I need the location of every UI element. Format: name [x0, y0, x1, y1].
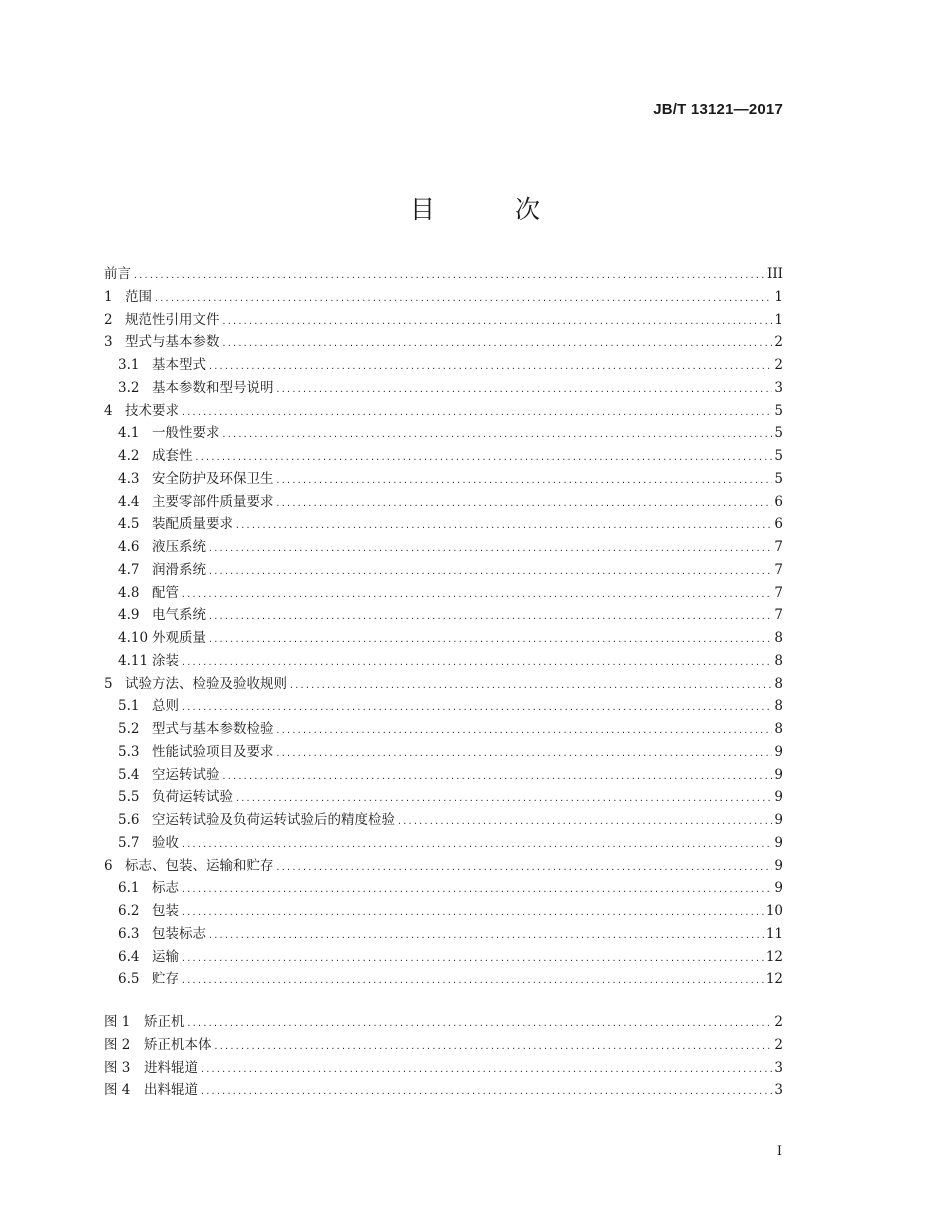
- toc-entry-number: 5.1: [118, 698, 140, 715]
- toc-entry-page: 7: [774, 561, 783, 578]
- toc-entry-number: 5.5: [118, 789, 140, 806]
- toc-entry-page: 2: [774, 1014, 783, 1030]
- toc-entry-page: 12: [765, 971, 783, 988]
- toc-entry-number: 4.5: [118, 516, 140, 533]
- toc-entry-title: 润滑系统: [152, 561, 206, 578]
- dot-leader: [195, 447, 773, 470]
- toc-entry-number: 5.2: [118, 721, 140, 737]
- toc-entry-title: 安全防护及环保卫生: [152, 470, 274, 487]
- toc-entry-page: 2: [774, 334, 783, 351]
- toc-entry-number: 1: [104, 288, 113, 305]
- toc-entry-page: 11: [765, 925, 783, 942]
- toc-entry-number: 图 4: [104, 1082, 131, 1099]
- toc-entry-title: 技术要求: [125, 402, 179, 419]
- toc-entry-page: 9: [774, 857, 783, 874]
- toc-entry-page: 5: [774, 425, 783, 442]
- toc-entry-page: III: [767, 266, 783, 282]
- toc-entry-number: 5.4: [118, 766, 140, 783]
- toc-entry[interactable]: [104, 491, 783, 514]
- toc-entry[interactable]: [104, 741, 783, 764]
- dot-leader: [208, 925, 764, 948]
- toc-entry[interactable]: [104, 263, 783, 286]
- toc-entry-title: 空运转试验: [152, 766, 220, 783]
- dot-leader: [181, 970, 764, 993]
- toc-entry-number: 5.3: [118, 743, 140, 760]
- toc-entry-number: 6.2: [118, 903, 140, 919]
- dot-leader: [222, 333, 773, 356]
- dot-leader: [181, 834, 772, 857]
- toc-entry-title: 性能试验项目及要求: [152, 743, 274, 760]
- toc-entry-number: 4.4: [118, 493, 140, 510]
- dot-leader: [276, 493, 773, 516]
- toc-entry-page: 9: [774, 743, 783, 760]
- dot-leader: [181, 948, 764, 971]
- dot-leader: [133, 265, 765, 288]
- dot-leader: [289, 675, 772, 698]
- standard-code: JB/T 13121—2017: [653, 101, 783, 118]
- toc-entry-number: 4.3: [118, 470, 140, 487]
- toc-entry[interactable]: [104, 309, 783, 332]
- toc-entry-title: 空运转试验及负荷运转试验后的精度检验: [152, 812, 395, 828]
- toc-entry-number: 图 2: [104, 1036, 131, 1053]
- toc-entry-title: 型式与基本参数: [125, 334, 220, 351]
- toc-entry-page: 1: [774, 311, 783, 328]
- toc-entry-title: 电气系统: [152, 607, 206, 624]
- toc-entry-title: 基本型式: [152, 357, 206, 373]
- toc-entry[interactable]: [104, 832, 783, 855]
- toc-entry-title: 装配质量要求: [152, 516, 233, 533]
- toc-entry[interactable]: [104, 968, 783, 991]
- dot-leader: [208, 561, 772, 584]
- dot-leader: [276, 470, 773, 493]
- toc-entry-title: 主要零部件质量要求: [152, 493, 274, 510]
- toc-entry-title: 外观质量: [152, 630, 206, 646]
- toc-entry-number: 4.10: [118, 630, 149, 646]
- toc-entry-title: 试验方法、检验及验收规则: [125, 675, 287, 692]
- toc-entry-page: 9: [774, 880, 783, 897]
- toc-entry-page: 8: [774, 675, 783, 692]
- toc-entry-page: 3: [774, 1059, 783, 1076]
- toc-entry-page: 5: [774, 448, 783, 464]
- toc-entry-title: 成套性: [152, 448, 193, 464]
- toc-entry-page: 6: [774, 516, 783, 533]
- toc-entry-number: 2: [104, 311, 113, 328]
- toc-entry-number: 3: [104, 334, 113, 351]
- toc-entry-page: 9: [774, 834, 783, 851]
- toc-entry-page: 8: [774, 652, 783, 669]
- dot-leader: [276, 857, 773, 880]
- dot-leader: [222, 424, 773, 447]
- toc-entry-number: 4.8: [118, 584, 140, 601]
- toc-entry[interactable]: [104, 286, 783, 309]
- toc-entry-page: 8: [774, 721, 783, 737]
- toc-entry-page: 7: [774, 584, 783, 601]
- dot-leader: [397, 811, 772, 834]
- toc-entry-title: 一般性要求: [152, 425, 220, 442]
- toc-entry-number: 5: [104, 675, 113, 692]
- toc-entry-title: 前言: [104, 266, 131, 282]
- toc-entry[interactable]: [104, 468, 783, 491]
- toc-entry[interactable]: [104, 764, 783, 787]
- dot-leader: [235, 788, 772, 811]
- toc-entry-page: 3: [774, 379, 783, 396]
- toc-entry-number: 图 3: [104, 1059, 131, 1076]
- page-number: I: [776, 1144, 782, 1159]
- toc-entry[interactable]: [104, 422, 783, 445]
- toc-entry-page: 12: [765, 948, 783, 965]
- toc-entry-page: 8: [774, 698, 783, 715]
- dot-leader: [208, 606, 772, 629]
- toc-entry[interactable]: [104, 627, 783, 650]
- toc-entry-title: 液压系统: [152, 539, 206, 555]
- toc-entry-title: 标志: [152, 880, 179, 897]
- dot-leader: [181, 902, 764, 925]
- dot-leader: [181, 697, 772, 720]
- toc-entry[interactable]: [104, 513, 783, 536]
- toc-entry-number: 图 1: [104, 1014, 131, 1030]
- toc-entry-page: 1: [774, 288, 783, 305]
- toc-entry-title: 进料辊道: [144, 1059, 198, 1076]
- toc-entry-page: 9: [774, 812, 783, 828]
- toc-entry[interactable]: [104, 331, 783, 354]
- toc-entry-title: 运输: [152, 948, 179, 965]
- toc-entry[interactable]: [104, 604, 783, 627]
- toc-entry-page: 7: [774, 607, 783, 624]
- dot-leader: [214, 1036, 773, 1059]
- toc-entry-title: 矫正机: [144, 1014, 185, 1030]
- toc-entry[interactable]: [104, 855, 783, 878]
- toc-entry[interactable]: [104, 786, 783, 809]
- toc-entry-number: 3.1: [118, 357, 140, 373]
- toc-entry-number: 4.7: [118, 561, 140, 578]
- dot-leader: [276, 379, 773, 402]
- toc-entry[interactable]: [104, 923, 783, 946]
- dot-leader: [181, 584, 772, 607]
- toc-entry[interactable]: [104, 718, 783, 741]
- toc-entry[interactable]: [104, 400, 783, 423]
- dot-leader: [200, 1059, 772, 1082]
- dot-leader: [181, 402, 772, 425]
- toc-entry-title: 包装: [152, 903, 179, 919]
- toc-entry-title: 配管: [152, 584, 179, 601]
- toc-entry[interactable]: [104, 1011, 783, 1034]
- toc-entry-number: 6.1: [118, 880, 140, 897]
- table-of-contents: [104, 263, 783, 991]
- toc-entry-page: 2: [774, 357, 783, 373]
- page-title: 目 次: [410, 195, 576, 224]
- toc-entry-title: 总则: [152, 698, 179, 715]
- toc-entry[interactable]: [104, 536, 783, 559]
- toc-entry-number: 4.11: [118, 652, 149, 669]
- dot-leader: [276, 743, 773, 766]
- toc-entry-number: 4.2: [118, 448, 140, 464]
- toc-entry-number: 5.6: [118, 812, 140, 828]
- toc-entry[interactable]: [104, 650, 783, 673]
- toc-entry-number: 4: [104, 402, 113, 419]
- toc-entry-title: 矫正机本体: [144, 1036, 212, 1053]
- toc-entry[interactable]: [104, 673, 783, 696]
- toc-entry[interactable]: [104, 1079, 783, 1102]
- toc-entry-title: 负荷运转试验: [152, 789, 233, 806]
- dot-leader: [222, 311, 773, 334]
- dot-leader: [208, 356, 772, 379]
- toc-entry[interactable]: [104, 900, 783, 923]
- toc-entry-number: 6.4: [118, 948, 140, 965]
- toc-entry-title: 验收: [152, 834, 179, 851]
- dot-leader: [208, 538, 772, 561]
- dot-leader: [181, 652, 772, 675]
- toc-entry-title: 贮存: [152, 971, 179, 988]
- toc-entry-page: 3: [774, 1082, 783, 1099]
- dot-leader: [222, 766, 773, 789]
- dot-leader: [208, 629, 772, 652]
- toc-entry[interactable]: [104, 1057, 783, 1080]
- toc-entry-page: 5: [774, 402, 783, 419]
- toc-entry-page: 8: [774, 630, 783, 646]
- dot-leader: [187, 1013, 773, 1036]
- toc-entry-number: 6.3: [118, 925, 140, 942]
- toc-entry-number: 4.6: [118, 539, 140, 555]
- dot-leader: [235, 515, 772, 538]
- toc-entry-title: 标志、包装、运输和贮存: [125, 857, 274, 874]
- toc-entry[interactable]: [104, 377, 783, 400]
- toc-entry-title: 规范性引用文件: [125, 311, 220, 328]
- toc-entry[interactable]: [104, 559, 783, 582]
- figure-list: [104, 1011, 783, 1102]
- toc-entry-number: 6.5: [118, 971, 140, 988]
- toc-entry-page: 9: [774, 789, 783, 806]
- dot-leader: [276, 720, 773, 743]
- toc-entry-title: 范围: [125, 288, 152, 305]
- toc-entry[interactable]: [104, 695, 783, 718]
- toc-entry-number: 4.9: [118, 607, 140, 624]
- toc-entry[interactable]: [104, 946, 783, 969]
- dot-leader: [154, 288, 772, 311]
- toc-entry[interactable]: [104, 1034, 783, 1057]
- toc-entry-page: 7: [774, 539, 783, 555]
- toc-entry[interactable]: [104, 877, 783, 900]
- toc-entry-page: 2: [774, 1036, 783, 1053]
- toc-entry-title: 包装标志: [152, 925, 206, 942]
- toc-entry-number: 5.7: [118, 834, 140, 851]
- toc-entry-number: 3.2: [118, 379, 140, 396]
- toc-entry-title: 基本参数和型号说明: [152, 379, 274, 396]
- dot-leader: [181, 879, 772, 902]
- toc-entry-title: 涂装: [152, 652, 179, 669]
- toc-entry[interactable]: [104, 809, 783, 832]
- dot-leader: [200, 1081, 772, 1104]
- toc-entry-page: 5: [774, 470, 783, 487]
- toc-entry-title: 型式与基本参数检验: [152, 721, 274, 737]
- toc-entry-page: 9: [774, 766, 783, 783]
- toc-entry-page: 10: [765, 903, 783, 919]
- toc-entry[interactable]: [104, 354, 783, 377]
- toc-entry-number: 6: [104, 857, 113, 874]
- toc-entry[interactable]: [104, 582, 783, 605]
- toc-entry-page: 6: [774, 493, 783, 510]
- toc-entry[interactable]: [104, 445, 783, 468]
- toc-entry-number: 4.1: [118, 425, 140, 442]
- toc-entry-title: 出料辊道: [144, 1082, 198, 1099]
